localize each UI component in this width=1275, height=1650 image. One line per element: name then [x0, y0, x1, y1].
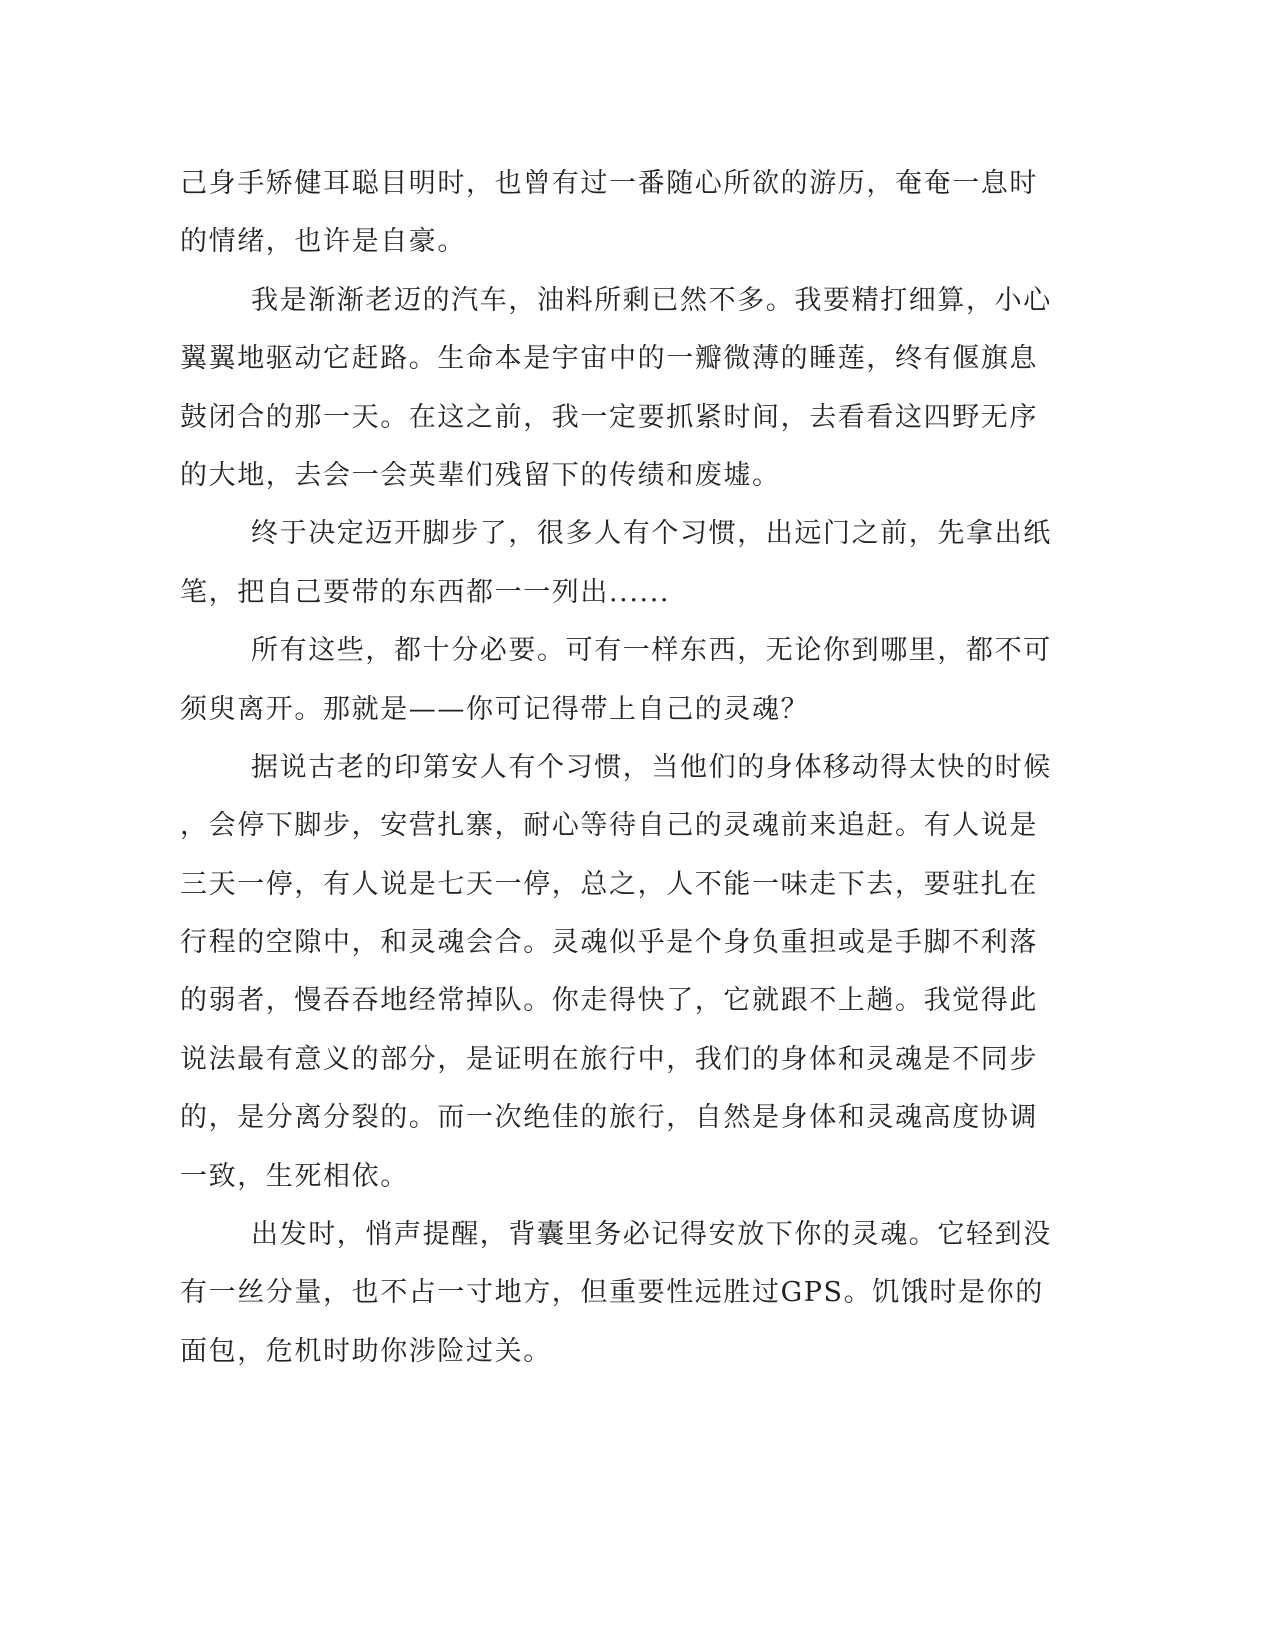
- document-page: [180, 155, 1052, 1381]
- text-line: 有一丝分量，也不占一寸地方，但重要性远胜过GPS。饥饿时是你的: [180, 1277, 1044, 1309]
- text-line: 所有这些，都十分必要。可有一样东西，无论你到哪里，都不可: [251, 635, 1052, 667]
- text-line: 的，是分离分裂的。而一次绝佳的旅行，自然是身体和灵魂高度协调: [180, 1102, 1038, 1134]
- text-line: 的弱者，慢吞吞地经常掉队。你走得快了，它就跟不上趟。我觉得此: [180, 985, 1038, 1017]
- text-line: 面包，危机时助你涉险过关。: [180, 1335, 552, 1367]
- text-line: 我是渐渐老迈的汽车，油料所剩已然不多。我要精打细算，小心: [251, 284, 1052, 316]
- text-line: 的大地，去会一会英辈们残留下的传绩和废墟。: [180, 459, 781, 491]
- text-line: 的情绪，也许是自豪。: [180, 226, 466, 258]
- text-line: 己身手矫健耳聪目明时，也曾有过一番随心所欲的游历，奄奄一息时: [180, 168, 1038, 199]
- text-line: 三天一停，有人说是七天一停，总之，人不能一味走下去，要驻扎在: [180, 868, 1038, 900]
- text-line: 翼翼地驱动它赶路。生命本是宇宙中的一瓣微薄的睡莲，终有偃旗息: [180, 343, 1038, 375]
- text-line: 须臾离开。那就是——你可记得带上自己的灵魂？: [180, 693, 810, 725]
- text-line: 终于决定迈开脚步了，很多人有个习惯，出远门之前，先拿出纸: [251, 518, 1052, 550]
- text-line: 行程的空隙中，和灵魂会合。灵魂似乎是个身负重担或是手脚不利落: [180, 927, 1038, 959]
- text-line: 一致，生死相依。: [180, 1160, 409, 1192]
- text-line: 据说古老的印第安人有个习惯，当他们的身体移动得太快的时候: [251, 751, 1052, 783]
- text-line: 说法最有意义的部分，是证明在旅行中，我们的身体和灵魂是不同步: [180, 1043, 1038, 1075]
- text-line: ，会停下脚步，安营扎寨，耐心等待自己的灵魂前来追赶。有人说是: [180, 810, 1038, 842]
- text-line: 笔，把自己要带的东西都一一列出......: [180, 576, 671, 608]
- text-line: 鼓闭合的那一天。在这之前，我一定要抓紧时间，去看看这四野无序: [180, 401, 1038, 433]
- text-line: 出发时，悄声提醒，背囊里务必记得安放下你的灵魂。它轻到没: [251, 1219, 1052, 1251]
